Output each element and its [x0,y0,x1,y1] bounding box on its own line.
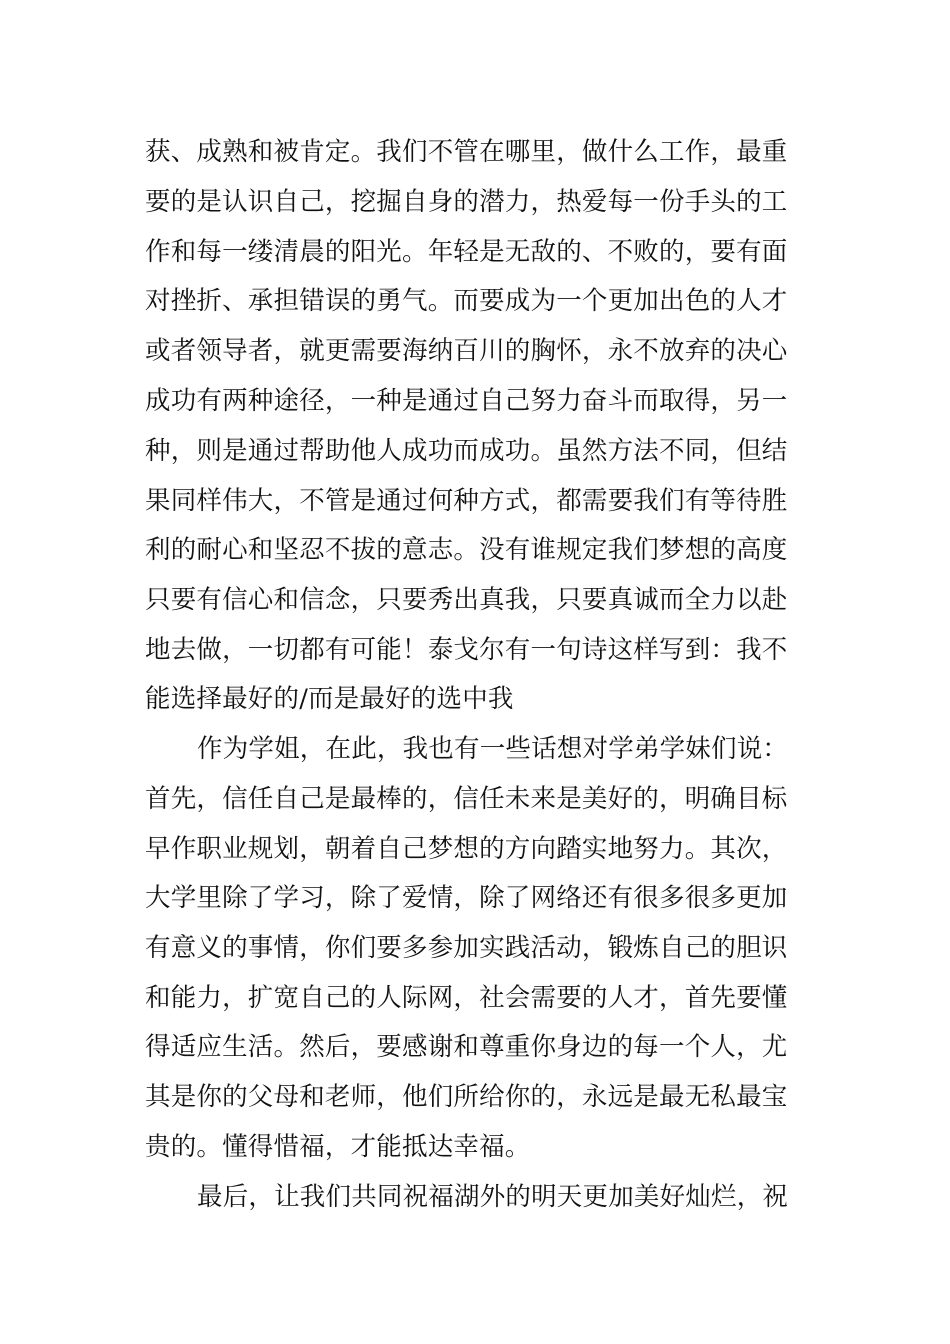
text-line: 获、成熟和被肯定。我们不管在哪里，做什么工作，最重 [145,137,788,167]
text-line: 或者领导者，就更需要海纳百川的胸怀，永不放弃的决心 [145,336,788,366]
text-line: 地去做，一切都有可能！泰戈尔有一句诗这样写到：我不 [145,635,788,665]
text-line: 对挫折、承担错误的勇气。而要成为一个更加出色的人才 [145,286,788,316]
text-line: 得适应生活。然后，要感谢和尊重你身边的每一个人，尤 [145,1032,788,1062]
text-line: 作和每一缕清晨的阳光。年轻是无敌的、不败的，要有面 [145,237,788,267]
text-line: 贵的。懂得惜福，才能抵达幸福。 [145,1132,531,1162]
text-line: 首先，信任自己是最棒的，信任未来是美好的，明确目标 [145,784,788,814]
paragraph-start-line: 作为学姐，在此，我也有一些话想对学弟学妹们说： [197,734,789,764]
text-line: 其是你的父母和老师，他们所给你的，永远是最无私最宝 [145,1082,788,1112]
paragraph-start-line: 最后，让我们共同祝福湖外的明天更加美好灿烂，祝 [197,1182,789,1212]
text-line: 果同样伟大，不管是通过何种方式，都需要我们有等待胜 [145,486,788,516]
text-line: 要的是认识自己，挖掘自身的潜力，热爱每一份手头的工 [145,187,788,217]
text-line: 早作职业规划，朝着自己梦想的方向踏实地努力。其次， [145,834,788,864]
text-line: 种，则是通过帮助他人成功而成功。虽然方法不同，但结 [145,436,788,466]
text-line: 成功有两种途径，一种是通过自己努力奋斗而取得，另一 [145,386,788,416]
text-line: 有意义的事情，你们要多参加实践活动，锻炼自己的胆识 [145,933,788,963]
text-line: 只要有信心和信念，只要秀出真我，只要真诚而全力以赴 [145,585,788,615]
text-line: 能选择最好的/而是最好的选中我 [145,684,514,714]
text-line: 利的耐心和坚忍不拔的意志。没有谁规定我们梦想的高度 [145,535,788,565]
text-line: 大学里除了学习，除了爱情，除了网络还有很多很多更加 [145,883,788,913]
text-line: 和能力，扩宽自己的人际网，社会需要的人才，首先要懂 [145,983,788,1013]
